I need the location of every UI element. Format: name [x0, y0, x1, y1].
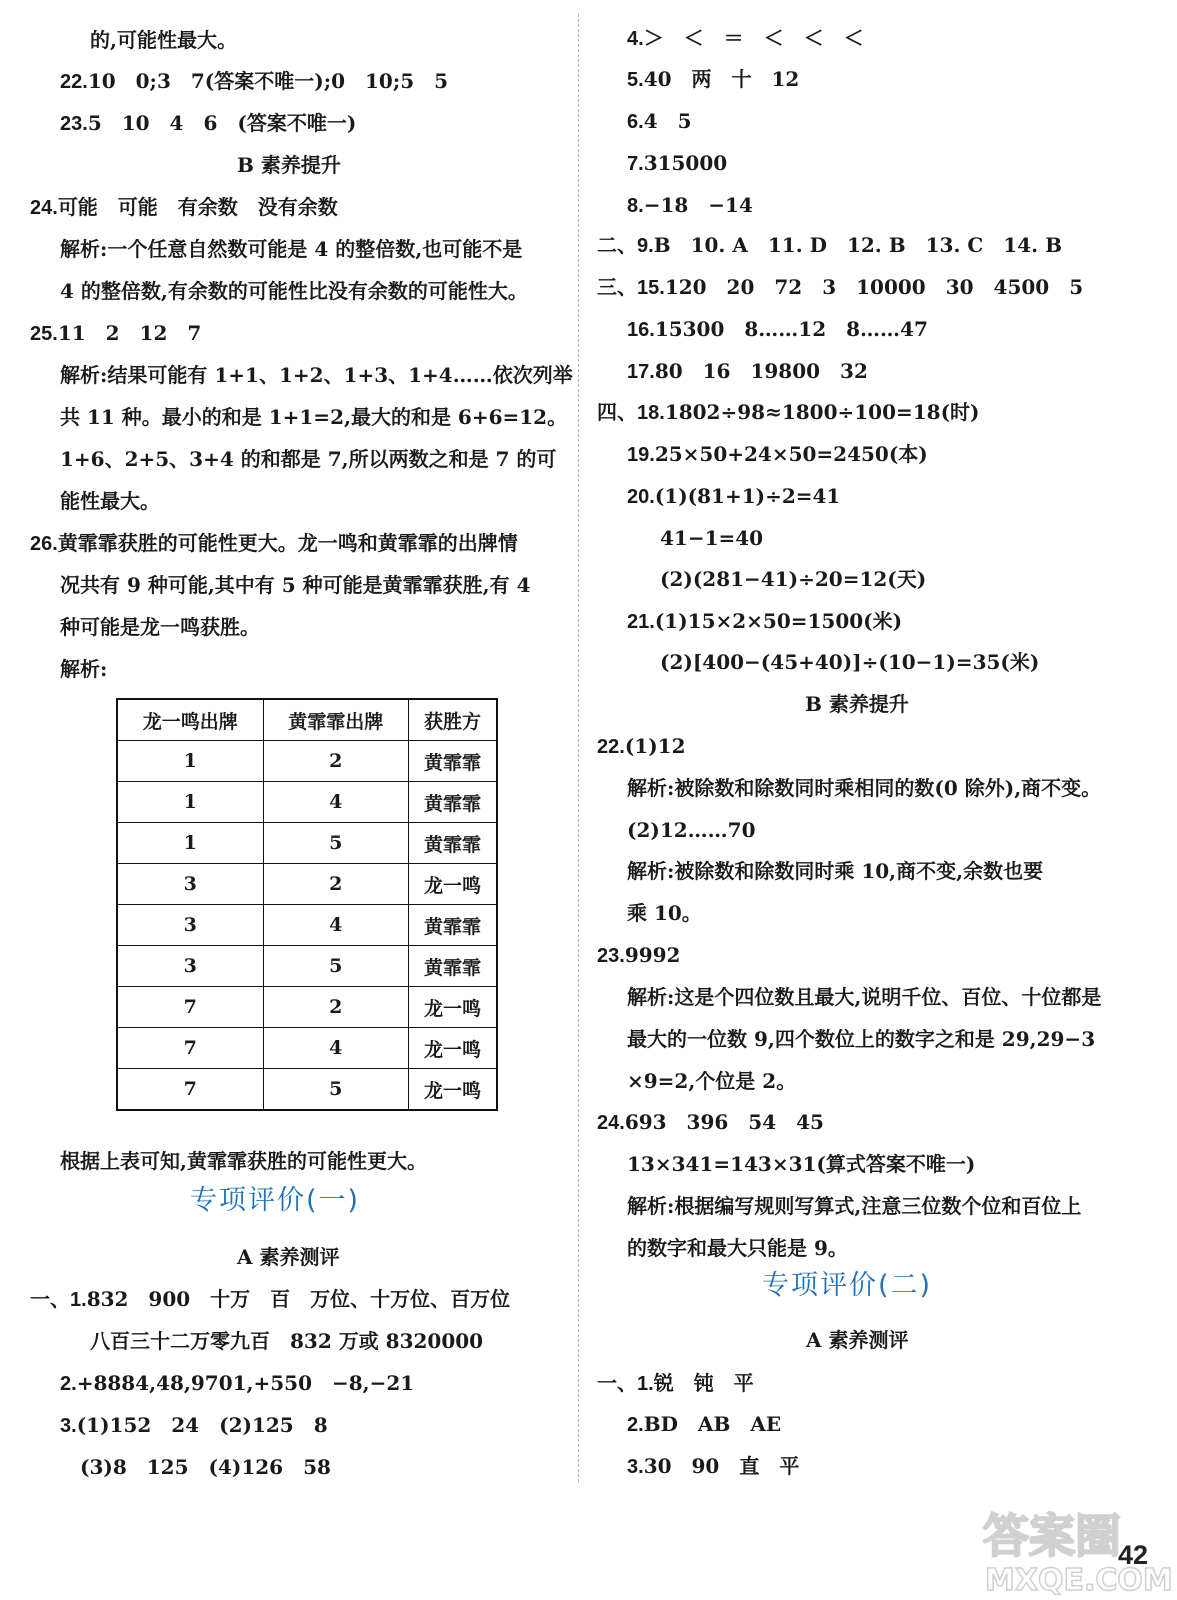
question-number: 3. [60, 1415, 77, 1437]
table-cell: 5 [263, 1069, 408, 1111]
answer-line [627, 65, 799, 94]
answer-line [660, 648, 1039, 676]
answer-line [60, 361, 573, 389]
table-cell: 2 [263, 987, 408, 1028]
answer-line [90, 26, 237, 54]
answer-line [60, 109, 356, 138]
table-header-cell: 获胜方 [408, 699, 497, 741]
question-number: 8. [627, 195, 644, 217]
table-row [117, 987, 497, 1028]
answer-line [627, 440, 928, 469]
table-row [117, 823, 497, 864]
question-number: 2. [627, 1414, 644, 1436]
answer-line [30, 319, 201, 348]
table-row [117, 946, 497, 987]
question-number: 17. [627, 361, 655, 383]
answer-text: 25×50+24×50=2450(本) [654, 442, 928, 466]
answer-line [660, 565, 926, 593]
table-cell: 黄霏霏 [408, 741, 497, 782]
table-row [117, 1069, 497, 1111]
question-number: 19. [627, 444, 655, 466]
answer-text: 被除数和除数同时乘相同的数(0 除外),商不变。 [674, 776, 1102, 800]
answer-text: 被除数和除数同时乘 10,商不变,余数也要 [674, 859, 1044, 883]
answer-line [597, 273, 1083, 302]
answer-line [30, 193, 338, 222]
table-cell: 龙一鸣 [408, 864, 497, 905]
table-cell: 4 [263, 1028, 408, 1069]
answer-line [597, 1108, 824, 1137]
answer-text: 种可能是龙一鸣获胜。 [60, 615, 260, 639]
answer-line [627, 1025, 1095, 1053]
answer-line [60, 277, 528, 305]
answer-line [80, 1453, 331, 1481]
answer-line [60, 655, 107, 683]
table-cell: 龙一鸣 [408, 987, 497, 1028]
answer-text: (1)152 24 (2)125 8 [76, 1413, 328, 1437]
analysis-label: 解析: [60, 363, 108, 387]
table-cell: 7 [117, 1069, 263, 1111]
table-cell: 1 [117, 782, 263, 823]
question-number: 三、15. [597, 277, 665, 299]
table-cell: 黄霏霏 [408, 905, 497, 946]
subsection-title: A 素养测评 [806, 1328, 909, 1352]
question-number: 一、1. [597, 1373, 654, 1395]
answer-text: 13×341=143×31(算式答案不唯一) [627, 1152, 976, 1176]
answer-text: ×9=2,个位是 2。 [627, 1069, 797, 1093]
answer-text: 根据上表可知,黄霏霏获胜的可能性更大。 [60, 1149, 427, 1173]
answer-line [30, 1285, 510, 1314]
answer-line [627, 149, 727, 178]
question-number: 26. [30, 533, 58, 555]
answer-text: 4 5 [643, 109, 692, 133]
answer-text: 结果可能有 1+1、1+2、1+3、1+4……依次列举 [107, 363, 573, 387]
answer-line [627, 191, 753, 220]
answer-text: 30 90 直 平 [643, 1454, 800, 1478]
answer-line [627, 857, 1043, 885]
question-number: 22. [597, 736, 625, 758]
answer-text: (2)12……70 [627, 818, 756, 842]
table-cell: 3 [117, 905, 263, 946]
answer-line [660, 524, 763, 552]
answer-line [60, 613, 260, 641]
table-cell: 2 [263, 864, 408, 905]
table-body [117, 741, 497, 1111]
question-number: 25. [30, 323, 58, 345]
answer-line [627, 1067, 796, 1095]
answer-text: 4 的整倍数,有余数的可能性比没有余数的可能性大。 [60, 279, 528, 303]
table-header-cell: 龙一鸣出牌 [117, 699, 263, 741]
answer-text: BD AB AE [643, 1412, 782, 1436]
answer-line [60, 445, 556, 473]
answer-text: 这是个四位数且最大,说明千位、百位、十位都是 [674, 985, 1102, 1009]
answer-text: (1)(81+1)÷2=41 [654, 484, 841, 508]
answer-text: 40 两 十 12 [643, 67, 800, 91]
answer-line [627, 1452, 799, 1481]
answer-text: 11 2 12 7 [57, 321, 202, 345]
question-number: 3. [627, 1456, 644, 1478]
answer-text: 9992 [624, 943, 681, 967]
question-number: 24. [30, 197, 58, 219]
analysis-label: 解析: [627, 985, 675, 1009]
question-number: 22. [60, 71, 88, 93]
question-number: 4. [627, 28, 644, 50]
answer-line [627, 24, 864, 53]
answer-text: 41−1=40 [660, 526, 764, 550]
table-header-row [117, 699, 497, 741]
answer-line [627, 107, 692, 136]
question-number: 21. [627, 611, 655, 633]
question-number: 一、1. [30, 1289, 87, 1311]
answer-line [60, 1411, 328, 1440]
table-row [117, 741, 497, 782]
subsection-title: B 素养提升 [805, 692, 909, 716]
question-number: 23. [597, 945, 625, 967]
question-number: 23. [60, 113, 88, 135]
answer-text: (2)[400−(45+40)]÷(10−1)=35(米) [660, 650, 1040, 674]
question-number: 6. [627, 111, 644, 133]
answer-text: 80 16 19800 32 [654, 359, 868, 383]
answer-text: 的数字和最大只能是 9。 [627, 1236, 848, 1260]
answer-line [60, 67, 448, 96]
answer-line [60, 403, 567, 431]
question-number: 7. [627, 153, 644, 175]
answer-text: 共 11 种。最小的和是 1+1=2,最大的和是 6+6=12。 [60, 405, 568, 429]
answer-text: +8884,48,9701,+550 −8,−21 [76, 1371, 415, 1395]
answer-line [597, 941, 680, 970]
answer-text: 1802÷98≈1800÷100=18(时) [664, 400, 980, 424]
question-number: 2. [60, 1373, 77, 1395]
question-number: 20. [627, 486, 655, 508]
answer-line [60, 235, 522, 263]
answer-line [627, 899, 702, 927]
table-cell: 1 [117, 741, 263, 782]
answer-text: 况共有 9 种可能,其中有 5 种可能是黄霏霏获胜,有 4 [60, 573, 531, 597]
answer-text: 832 900 十万 百 万位、十万位、百万位 [86, 1287, 511, 1311]
table-cell: 5 [263, 946, 408, 987]
table-cell: 黄霏霏 [408, 782, 497, 823]
answer-line [60, 1369, 414, 1398]
answer-line [597, 732, 686, 761]
answer-line [627, 1192, 1081, 1220]
answer-line [627, 1234, 848, 1262]
table-cell: 龙一鸣 [408, 1069, 497, 1111]
answer-text: −18 −14 [643, 193, 753, 217]
answer-text: (1)12 [624, 734, 686, 758]
answer-text: 315000 [643, 151, 728, 175]
answer-text: 10 0;3 7(答案不唯一);0 10;5 5 [87, 69, 449, 93]
answer-text: 能性最大。 [60, 489, 160, 513]
table-cell: 龙一鸣 [408, 1028, 497, 1069]
answer-line [597, 231, 1062, 260]
analysis-label: 解析: [627, 859, 675, 883]
table-cell: 黄霏霏 [408, 823, 497, 864]
watermark-url: MXQE.COM [985, 1563, 1173, 1598]
answer-text: ＞ ＜ ＝ ＜ ＜ ＜ [643, 26, 864, 50]
answer-line [627, 482, 840, 511]
table-row [117, 864, 497, 905]
answer-text: 693 396 54 45 [624, 1110, 824, 1134]
card-outcome-table [116, 698, 498, 1111]
table-cell: 3 [117, 946, 263, 987]
table-row [117, 905, 497, 946]
answer-line [627, 774, 1101, 802]
answer-text: 锐 钝 平 [653, 1371, 754, 1395]
answer-text: (3)8 125 (4)126 58 [80, 1455, 331, 1479]
table-cell: 黄霏霏 [408, 946, 497, 987]
question-number: 5. [627, 69, 644, 91]
answer-line [627, 983, 1101, 1011]
answer-text: (2)(281−41)÷20=12(天) [660, 567, 927, 591]
answer-text: 最大的一位数 9,四个数位上的数字之和是 29,29−3 [627, 1027, 1096, 1051]
question-number: 16. [627, 319, 655, 341]
answer-text: 黄霏霏获胜的可能性更大。龙一鸣和黄霏霏的出牌情 [57, 531, 518, 555]
analysis-label: 解析: [60, 237, 108, 261]
answer-line [627, 1410, 781, 1439]
question-number: 24. [597, 1112, 625, 1134]
table-row [117, 782, 497, 823]
answer-text: 乘 10。 [627, 901, 702, 925]
answer-line [627, 1150, 975, 1178]
table-cell: 1 [117, 823, 263, 864]
question-number: 二、9. [597, 235, 654, 257]
table-cell: 5 [263, 823, 408, 864]
table-row [117, 1028, 497, 1069]
answer-line [627, 315, 928, 344]
answer-text: 5 10 4 6 (答案不唯一) [87, 111, 357, 135]
watermark-text: 答案圈 [983, 1509, 1121, 1563]
answer-text: 一个任意自然数可能是 4 的整倍数,也可能不是 [107, 237, 523, 261]
answer-line [60, 571, 531, 599]
question-number: 四、18. [597, 402, 665, 424]
answer-line [597, 398, 980, 427]
answer-line [627, 816, 756, 844]
answer-text: 1+6、2+5、3+4 的和都是 7,所以两数之和是 7 的可 [60, 447, 557, 471]
table-cell: 2 [263, 741, 408, 782]
answer-line [60, 1147, 427, 1175]
section-title: 专项评价(二) [762, 1270, 933, 1301]
answer-line [597, 1369, 754, 1398]
table-cell: 4 [263, 782, 408, 823]
answer-text: (1)15×2×50=1500(米) [654, 609, 903, 633]
analysis-label: 解析: [627, 1194, 675, 1218]
subsection-title: B 素养提升 [237, 153, 341, 177]
answer-line [90, 1327, 483, 1355]
page-number: 42 [1118, 1540, 1149, 1570]
table-cell: 4 [263, 905, 408, 946]
answer-text: 根据编写规则写算式,注意三位数个位和百位上 [674, 1194, 1082, 1218]
analysis-label: 解析: [627, 776, 675, 800]
analysis-label: 解析: [60, 657, 108, 681]
answer-text: B 10. A 11. D 12. B 13. C 14. B [653, 233, 1062, 257]
answer-line [627, 607, 902, 636]
subsection-title: A 素养测评 [237, 1245, 340, 1269]
answer-text: 八百三十二万零九百 832 万或 8320000 [90, 1329, 484, 1353]
answer-text: 15300 8……12 8……47 [654, 317, 928, 341]
answer-text: 的,可能性最大。 [90, 28, 237, 52]
column-divider [578, 14, 579, 1482]
answer-line [30, 529, 518, 558]
table-header-cell: 黄霏霏出牌 [263, 699, 408, 741]
section-title: 专项评价(一) [190, 1185, 361, 1216]
table-cell: 3 [117, 864, 263, 905]
answer-line [60, 487, 160, 515]
table-cell: 7 [117, 987, 263, 1028]
answer-line [627, 357, 868, 386]
answer-text: 120 20 72 3 10000 30 4500 5 [664, 275, 1084, 299]
table-cell: 7 [117, 1028, 263, 1069]
answer-text: 可能 可能 有余数 没有余数 [57, 195, 338, 219]
